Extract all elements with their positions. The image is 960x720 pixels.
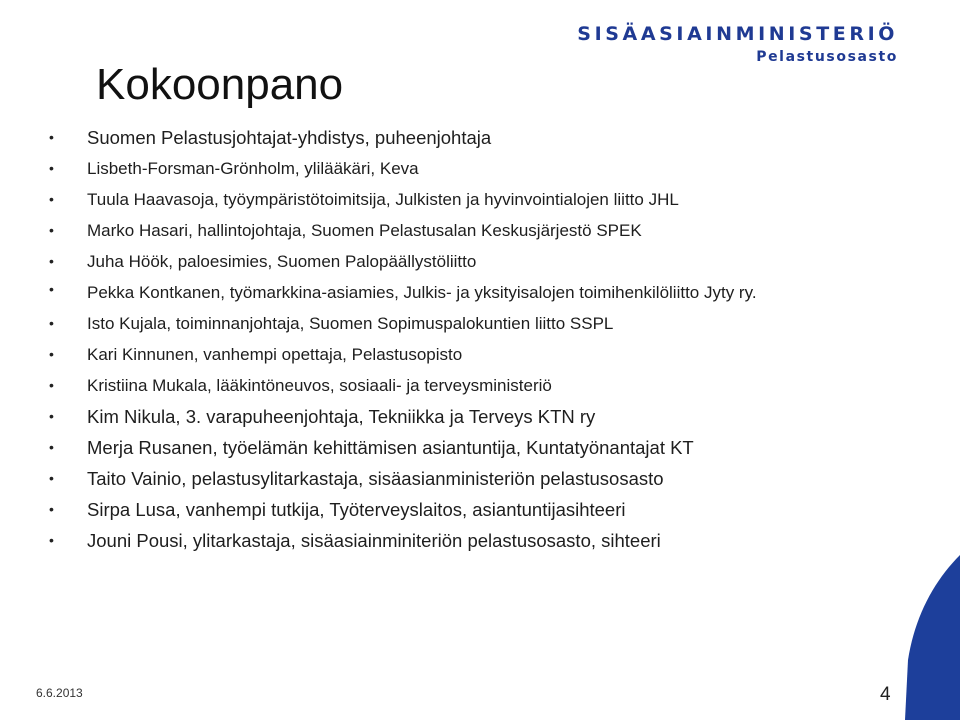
list-item [49,370,869,401]
bullet-icon: • [49,315,54,331]
bullet-icon: • [49,281,54,297]
bullet-icon: • [49,222,54,238]
list-item [49,308,869,339]
list-item [49,401,869,432]
list-item [49,339,869,370]
list-item [49,432,869,463]
list-item [49,122,869,153]
list-item [49,463,869,494]
member-text: Kim Nikula, 3. varapuheenjohtaja, Tekniikka ja Terveys KTN ry [87,406,596,427]
member-text: Suomen Pelastusjohtajat-yhdistys, puheenjohtaja [87,127,492,148]
department-name: Pelastusosasto [756,49,898,65]
member-text: Kari Kinnunen, vanhempi opettaja, Pelastusopisto [87,345,463,364]
member-text: Juha Höök, paloesimies, Suomen Palopäällystöliitto [87,252,477,271]
bullet-icon: • [49,253,54,269]
bullet-icon: • [49,439,54,455]
list-item [49,494,869,525]
member-text: Isto Kujala, toiminnanjohtaja, Suomen Sopimuspalokuntien liitto SSPL [87,314,614,333]
footer-date: 6.6.2013 [36,686,83,700]
bullet-icon: • [49,377,54,393]
list-item [49,277,869,308]
list-item [49,525,869,556]
bullet-icon: • [49,346,54,362]
ministry-name: SISÄASIAINMINISTERIÖ [577,23,898,45]
member-text: Marko Hasari, hallintojohtaja, Suomen Pelastusalan Keskusjärjestö SPEK [87,221,642,240]
bullet-icon: • [49,501,54,517]
member-text: Sirpa Lusa, vanhempi tutkija, Työterveyslaitos, asiantuntijasihteeri [87,499,626,520]
bullet-icon: • [49,408,54,424]
list-item [49,246,869,277]
list-item [49,153,869,184]
member-list [49,122,869,556]
bullet-icon: • [49,470,54,486]
slide-title: Kokoonpano [96,60,344,109]
member-text: Pekka Kontkanen, työmarkkina-asiamies, Julkis- ja yksityisalojen toimihenkilöliitto Jyty ry. [87,283,757,302]
list-item [49,184,869,215]
member-text: Tuula Haavasoja, työympäristötoimitsija, Julkisten ja hyvinvointialojen liitto JHL [87,190,679,209]
bullet-icon: • [49,532,54,548]
corner-shape-blue [905,555,960,720]
member-text: Merja Rusanen, työelämän kehittämisen asiantuntija, Kuntatyönantajat KT [87,437,694,458]
page-number: 4 [880,684,891,705]
member-text: Jouni Pousi, ylitarkastaja, sisäasiainminiteriön pelastusosasto, sihteeri [87,530,661,551]
bullet-icon: • [49,129,54,145]
member-text: Lisbeth-Forsman-Grönholm, ylilääkäri, Keva [87,159,419,178]
bullet-icon: • [49,160,54,176]
list-item [49,215,869,246]
member-text: Taito Vainio, pelastusylitarkastaja, sisäasianministeriön pelastusosasto [87,468,664,489]
ministry-logo [577,22,898,66]
bullet-icon: • [49,191,54,207]
member-text: Kristiina Mukala, lääkintöneuvos, sosiaali- ja terveysministeriö [87,376,552,395]
